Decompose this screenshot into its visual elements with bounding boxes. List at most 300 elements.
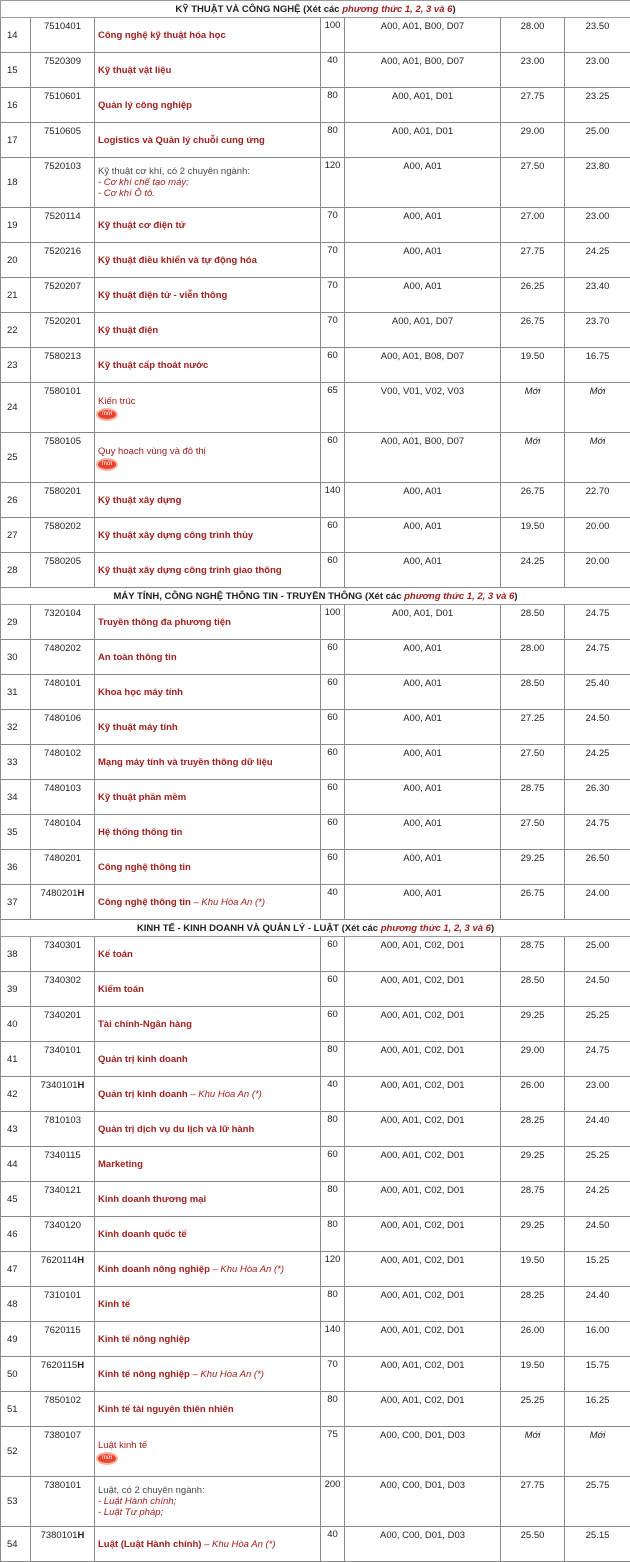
specialization: - Cơ khí Ô tô. xyxy=(98,188,317,199)
score-2: Mới xyxy=(565,433,630,483)
major-code-cell xyxy=(31,1427,95,1477)
campus-note: – Khu Hòa An (*) xyxy=(201,1539,275,1550)
score-2: 15.25 xyxy=(565,1252,630,1287)
table-row xyxy=(1,18,630,53)
major-name-cell xyxy=(95,1077,321,1112)
section-method-prefix: (Xét các xyxy=(365,591,404,602)
row-number: 38 xyxy=(1,937,31,972)
subject-combinations: A00, A01, C02, D01 xyxy=(345,1322,501,1357)
score-2: 24.40 xyxy=(565,1287,630,1322)
major-code: 7520114 xyxy=(44,211,80,222)
subject-combinations: A00, A01 xyxy=(345,208,501,243)
score-2: 25.15 xyxy=(565,1527,630,1562)
specialization: - Luật Hành chính; xyxy=(98,1496,317,1507)
quota: 60 xyxy=(321,815,345,850)
score-1: 27.25 xyxy=(501,710,565,745)
row-number: 53 xyxy=(1,1477,31,1527)
major-name-cell xyxy=(95,605,321,640)
major-code-cell xyxy=(31,313,95,348)
major-name-cell xyxy=(95,937,321,972)
major-code-cell xyxy=(31,1147,95,1182)
major-name-cell xyxy=(95,348,321,383)
table-row xyxy=(1,383,630,433)
major-code: 7620114 xyxy=(41,1255,77,1266)
subject-combinations: V00, V01, V02, V03 xyxy=(345,383,501,433)
major-code: 7340101 xyxy=(44,1045,81,1056)
major-code: 7580205 xyxy=(44,556,81,567)
score-2: 20.00 xyxy=(565,553,630,588)
major-code-suffix: H xyxy=(78,888,85,899)
subject-combinations: A00, A01, B00, D07 xyxy=(345,53,501,88)
major-code: 7340101 xyxy=(41,1080,78,1091)
major-code: 7480201 xyxy=(44,853,81,864)
major-name-cell xyxy=(95,1042,321,1077)
score-1: 26.00 xyxy=(501,1322,565,1357)
major-code-cell xyxy=(31,1477,95,1527)
subject-combinations: A00, A01, C02, D01 xyxy=(345,1147,501,1182)
subject-combinations: A00, A01, C02, D01 xyxy=(345,972,501,1007)
subject-combinations: A00, A01 xyxy=(345,158,501,208)
major-name-cell xyxy=(95,675,321,710)
major-code-cell xyxy=(31,1217,95,1252)
major-name: Kỹ thuật xây dựng công trình thủy xyxy=(98,530,253,541)
score-2: 20.00 xyxy=(565,518,630,553)
row-number: 40 xyxy=(1,1007,31,1042)
table-row xyxy=(1,640,630,675)
major-name: An toàn thông tin xyxy=(98,652,177,663)
major-name: Kỹ thuật máy tính xyxy=(98,722,178,733)
quota: 60 xyxy=(321,433,345,483)
score-2: 24.00 xyxy=(565,885,630,920)
table-row xyxy=(1,1392,630,1427)
table-row xyxy=(1,745,630,780)
row-number: 47 xyxy=(1,1252,31,1287)
quota: 40 xyxy=(321,53,345,88)
quota: 120 xyxy=(321,1252,345,1287)
section-header-row xyxy=(1,920,630,937)
score-1: 25.25 xyxy=(501,1392,565,1427)
major-name-cell xyxy=(95,1427,321,1477)
major-name: Công nghệ thông tin xyxy=(98,862,191,873)
section-method-suffix: ) xyxy=(452,4,455,15)
major-code-cell xyxy=(31,710,95,745)
quota: 60 xyxy=(321,1147,345,1182)
major-code: 7480102 xyxy=(44,748,81,759)
table-row xyxy=(1,1007,630,1042)
table-row xyxy=(1,1077,630,1112)
major-name-cell xyxy=(95,383,321,433)
quota: 80 xyxy=(321,1182,345,1217)
table-row xyxy=(1,605,630,640)
row-number: 30 xyxy=(1,640,31,675)
quota: 120 xyxy=(321,158,345,208)
major-code-cell xyxy=(31,1182,95,1217)
table-row xyxy=(1,1427,630,1477)
subject-combinations: A00, A01, B00, D07 xyxy=(345,18,501,53)
score-1: 27.75 xyxy=(501,1477,565,1527)
major-name-cell xyxy=(95,1252,321,1287)
score-1: 28.50 xyxy=(501,972,565,1007)
new-badge: mới xyxy=(98,1454,116,1463)
score-1: 29.25 xyxy=(501,850,565,885)
major-name: Quản trị kinh doanh xyxy=(98,1089,188,1100)
table-row xyxy=(1,158,630,208)
major-name: Kỹ thuật cơ khí, có 2 chuyên ngành: xyxy=(98,166,250,177)
section-title: KINH TẾ - KINH DOANH VÀ QUẢN LÝ - LUẬT xyxy=(137,923,339,934)
score-1: 28.50 xyxy=(501,605,565,640)
major-code-cell xyxy=(31,158,95,208)
score-2: 23.70 xyxy=(565,313,630,348)
score-1: 28.75 xyxy=(501,937,565,972)
specialization: - Luật Tư pháp; xyxy=(98,1507,317,1518)
table-row xyxy=(1,1252,630,1287)
table-row xyxy=(1,518,630,553)
major-name: Luật (Luật Hành chính) xyxy=(98,1539,201,1550)
major-code: 7320104 xyxy=(44,608,81,619)
quota: 60 xyxy=(321,937,345,972)
major-name-cell xyxy=(95,518,321,553)
major-name-cell xyxy=(95,278,321,313)
major-code-cell xyxy=(31,518,95,553)
score-2: 25.00 xyxy=(565,123,630,158)
major-name-cell xyxy=(95,885,321,920)
major-code: 7510605 xyxy=(44,126,81,137)
major-code-cell xyxy=(31,553,95,588)
major-name: Công nghệ thông tin xyxy=(98,897,191,908)
row-number: 18 xyxy=(1,158,31,208)
score-1: 29.00 xyxy=(501,123,565,158)
major-code-suffix: H xyxy=(77,1255,84,1266)
row-number: 48 xyxy=(1,1287,31,1322)
major-code-cell xyxy=(31,1077,95,1112)
new-badge: mới xyxy=(98,460,116,469)
row-number: 54 xyxy=(1,1527,31,1562)
major-name: Kinh tế nông nghiệp xyxy=(98,1369,190,1380)
section-header-row xyxy=(1,588,630,605)
table-row xyxy=(1,675,630,710)
major-name-cell xyxy=(95,640,321,675)
major-name: Kiến trúc xyxy=(98,396,136,407)
score-2: 23.50 xyxy=(565,18,630,53)
section-method-text: phương thức 1, 2, 3 và 6 xyxy=(404,591,514,602)
table-row xyxy=(1,243,630,278)
major-name-cell xyxy=(95,1112,321,1147)
quota: 140 xyxy=(321,1322,345,1357)
score-2: 16.25 xyxy=(565,1392,630,1427)
major-code-cell xyxy=(31,780,95,815)
table-row xyxy=(1,710,630,745)
quota: 80 xyxy=(321,1042,345,1077)
quota: 60 xyxy=(321,972,345,1007)
subject-combinations: A00, C00, D01, D03 xyxy=(345,1477,501,1527)
major-name: Khoa học máy tính xyxy=(98,687,183,698)
score-2: 23.40 xyxy=(565,278,630,313)
major-code-cell xyxy=(31,815,95,850)
major-name: Kỹ thuật cơ điện tử xyxy=(98,220,186,231)
major-code: 7520216 xyxy=(44,246,81,257)
major-name-cell xyxy=(95,972,321,1007)
table-row xyxy=(1,1042,630,1077)
quota: 60 xyxy=(321,780,345,815)
row-number: 26 xyxy=(1,483,31,518)
score-2: 23.00 xyxy=(565,1077,630,1112)
quota: 200 xyxy=(321,1477,345,1527)
score-2: 26.50 xyxy=(565,850,630,885)
score-1: 29.25 xyxy=(501,1007,565,1042)
quota: 80 xyxy=(321,1217,345,1252)
subject-combinations: A00, A01 xyxy=(345,483,501,518)
subject-combinations: A00, C00, D01, D03 xyxy=(345,1527,501,1562)
quota: 60 xyxy=(321,675,345,710)
table-row xyxy=(1,553,630,588)
score-1: 28.75 xyxy=(501,1182,565,1217)
major-code-cell xyxy=(31,1007,95,1042)
major-code-cell xyxy=(31,605,95,640)
score-1: 24.25 xyxy=(501,553,565,588)
score-1: 25.50 xyxy=(501,1527,565,1562)
major-code: 7620115 xyxy=(44,1325,80,1336)
quota: 60 xyxy=(321,850,345,885)
major-code: 7340121 xyxy=(44,1185,81,1196)
quota: 80 xyxy=(321,1112,345,1147)
major-name-cell xyxy=(95,745,321,780)
subject-combinations: A00, A01, C02, D01 xyxy=(345,1112,501,1147)
subject-combinations: A00, A01, C02, D01 xyxy=(345,1287,501,1322)
score-1: 26.75 xyxy=(501,885,565,920)
score-2: 23.80 xyxy=(565,158,630,208)
table-row xyxy=(1,1182,630,1217)
campus-note: – Khu Hòa An (*) xyxy=(190,1369,264,1380)
section-header-row xyxy=(1,1,630,18)
major-name-cell xyxy=(95,1357,321,1392)
major-name: Logistics và Quản lý chuỗi cung ứng xyxy=(98,135,265,146)
subject-combinations: A00, A01, D01 xyxy=(345,605,501,640)
major-code-cell xyxy=(31,1252,95,1287)
major-name: Kinh doanh quốc tế xyxy=(98,1229,187,1240)
major-code-cell xyxy=(31,1392,95,1427)
score-2: 24.40 xyxy=(565,1112,630,1147)
score-2: 24.25 xyxy=(565,745,630,780)
table-row xyxy=(1,1322,630,1357)
major-name-cell xyxy=(95,123,321,158)
score-1: 19.50 xyxy=(501,348,565,383)
subject-combinations: A00, A01, B08, D07 xyxy=(345,348,501,383)
table-row xyxy=(1,123,630,158)
score-2: 24.25 xyxy=(565,243,630,278)
quota: 70 xyxy=(321,243,345,278)
subject-combinations: A00, A01, C02, D01 xyxy=(345,1217,501,1252)
row-number: 32 xyxy=(1,710,31,745)
campus-note: – Khu Hòa An (*) xyxy=(188,1089,262,1100)
row-number: 52 xyxy=(1,1427,31,1477)
major-name-cell xyxy=(95,1477,321,1527)
major-name: Kỹ thuật phần mềm xyxy=(98,792,186,803)
specialization: - Cơ khí chế tạo máy; xyxy=(98,177,317,188)
major-code-cell xyxy=(31,850,95,885)
score-1: 19.50 xyxy=(501,518,565,553)
major-name: Luật kinh tế xyxy=(98,1440,147,1451)
major-code: 7480103 xyxy=(44,783,81,794)
major-code-cell xyxy=(31,383,95,433)
subject-combinations: A00, A01, D01 xyxy=(345,88,501,123)
table-row xyxy=(1,483,630,518)
major-code: 7340301 xyxy=(44,940,81,951)
subject-combinations: A00, A01 xyxy=(345,553,501,588)
score-1: Mới xyxy=(501,433,565,483)
major-name-cell xyxy=(95,1392,321,1427)
table-row xyxy=(1,1112,630,1147)
quota: 70 xyxy=(321,278,345,313)
score-1: 27.50 xyxy=(501,745,565,780)
major-name-cell xyxy=(95,850,321,885)
major-code: 7380101 xyxy=(44,1480,81,1491)
campus-note: – Khu Hòa An (*) xyxy=(210,1264,284,1275)
score-2: 25.00 xyxy=(565,937,630,972)
quota: 60 xyxy=(321,1007,345,1042)
major-name: Công nghệ kỹ thuật hóa học xyxy=(98,30,226,41)
quota: 60 xyxy=(321,640,345,675)
score-2: Mới xyxy=(565,1427,630,1477)
row-number: 25 xyxy=(1,433,31,483)
major-name: Kinh tế nông nghiệp xyxy=(98,1334,190,1345)
subject-combinations: A00, A01 xyxy=(345,850,501,885)
major-name: Kinh doanh thương mại xyxy=(98,1194,206,1205)
major-code-cell xyxy=(31,885,95,920)
row-number: 42 xyxy=(1,1077,31,1112)
subject-combinations: A00, A01 xyxy=(345,745,501,780)
major-name: Hệ thống thông tin xyxy=(98,827,182,838)
table-row xyxy=(1,937,630,972)
score-2: 24.75 xyxy=(565,640,630,675)
subject-combinations: A00, A01 xyxy=(345,885,501,920)
major-code-cell xyxy=(31,208,95,243)
major-code: 7510601 xyxy=(44,91,81,102)
quota: 60 xyxy=(321,710,345,745)
quota: 70 xyxy=(321,313,345,348)
major-code-cell xyxy=(31,937,95,972)
major-name-cell xyxy=(95,1287,321,1322)
score-1: 28.25 xyxy=(501,1112,565,1147)
major-name: Quản trị kinh doanh xyxy=(98,1054,188,1065)
major-code: 7480106 xyxy=(44,713,81,724)
major-name: Quản trị dịch vụ du lịch và lữ hành xyxy=(98,1124,254,1135)
major-code: 7580105 xyxy=(44,436,81,447)
subject-combinations: A00, A01 xyxy=(345,278,501,313)
quota: 70 xyxy=(321,1357,345,1392)
score-2: 25.75 xyxy=(565,1477,630,1527)
section-method-text: phương thức 1, 2, 3 và 6 xyxy=(381,923,491,934)
major-code-suffix: H xyxy=(77,1360,84,1371)
major-code-cell xyxy=(31,1287,95,1322)
table-row xyxy=(1,1147,630,1182)
subject-combinations: A00, A01, D01 xyxy=(345,123,501,158)
quota: 70 xyxy=(321,208,345,243)
major-code: 7580202 xyxy=(44,521,81,532)
major-code-cell xyxy=(31,123,95,158)
major-name: Kinh doanh nông nghiệp xyxy=(98,1264,210,1275)
section-method-prefix: (Xét các xyxy=(342,923,381,934)
row-number: 44 xyxy=(1,1147,31,1182)
quota: 40 xyxy=(321,885,345,920)
quota: 100 xyxy=(321,605,345,640)
row-number: 50 xyxy=(1,1357,31,1392)
score-2: 25.25 xyxy=(565,1007,630,1042)
major-code: 7380101 xyxy=(41,1530,78,1541)
subject-combinations: A00, C00, D01, D03 xyxy=(345,1427,501,1477)
major-name-cell xyxy=(95,553,321,588)
subject-combinations: A00, A01, C02, D01 xyxy=(345,1392,501,1427)
major-code-cell xyxy=(31,972,95,1007)
major-code-cell xyxy=(31,483,95,518)
major-code: 7310101 xyxy=(44,1290,81,1301)
score-1: 28.00 xyxy=(501,18,565,53)
major-code: 7480104 xyxy=(44,818,81,829)
table-row xyxy=(1,278,630,313)
major-name: Kinh tế xyxy=(98,1299,130,1310)
quota: 60 xyxy=(321,745,345,780)
major-name: Kỹ thuật điện xyxy=(98,325,158,336)
major-name-cell xyxy=(95,1527,321,1562)
subject-combinations: A00, A01, C02, D01 xyxy=(345,1077,501,1112)
table-row xyxy=(1,885,630,920)
row-number: 27 xyxy=(1,518,31,553)
table-row xyxy=(1,88,630,123)
score-2: 23.00 xyxy=(565,53,630,88)
score-1: 27.75 xyxy=(501,88,565,123)
major-name-cell xyxy=(95,780,321,815)
major-code-cell xyxy=(31,348,95,383)
major-name: Marketing xyxy=(98,1159,143,1170)
score-2: 16.75 xyxy=(565,348,630,383)
score-2: 24.75 xyxy=(565,815,630,850)
subject-combinations: A00, A01 xyxy=(345,815,501,850)
score-1: 23.00 xyxy=(501,53,565,88)
row-number: 35 xyxy=(1,815,31,850)
score-2: Mới xyxy=(565,383,630,433)
major-name: Mạng máy tính và truyền thông dữ liệu xyxy=(98,757,273,768)
quota: 80 xyxy=(321,1287,345,1322)
subject-combinations: A00, A01 xyxy=(345,710,501,745)
section-title: MÁY TÍNH, CÔNG NGHỆ THÔNG TIN - TRUYỀN THÔNG xyxy=(113,591,362,602)
row-number: 29 xyxy=(1,605,31,640)
row-number: 41 xyxy=(1,1042,31,1077)
score-2: 22.70 xyxy=(565,483,630,518)
major-name: Kỹ thuật điện tử - viễn thông xyxy=(98,290,227,301)
score-2: 25.25 xyxy=(565,1147,630,1182)
quota: 40 xyxy=(321,1527,345,1562)
table-row xyxy=(1,1287,630,1322)
score-1: 28.00 xyxy=(501,640,565,675)
major-name-cell xyxy=(95,1147,321,1182)
major-code: 7480201 xyxy=(41,888,78,899)
table-row xyxy=(1,972,630,1007)
score-2: 24.25 xyxy=(565,1182,630,1217)
major-code: 7810103 xyxy=(44,1115,81,1126)
major-name: Kỹ thuật cấp thoát nước xyxy=(98,360,208,371)
score-1: Mới xyxy=(501,1427,565,1477)
score-1: 28.50 xyxy=(501,675,565,710)
major-code-cell xyxy=(31,18,95,53)
campus-note: – Khu Hòa An (*) xyxy=(191,897,265,908)
row-number: 24 xyxy=(1,383,31,433)
table-row xyxy=(1,1217,630,1252)
row-number: 14 xyxy=(1,18,31,53)
major-code: 7480202 xyxy=(44,643,81,654)
row-number: 21 xyxy=(1,278,31,313)
major-code: 7340201 xyxy=(44,1010,81,1021)
row-number: 45 xyxy=(1,1182,31,1217)
table-row xyxy=(1,1477,630,1527)
